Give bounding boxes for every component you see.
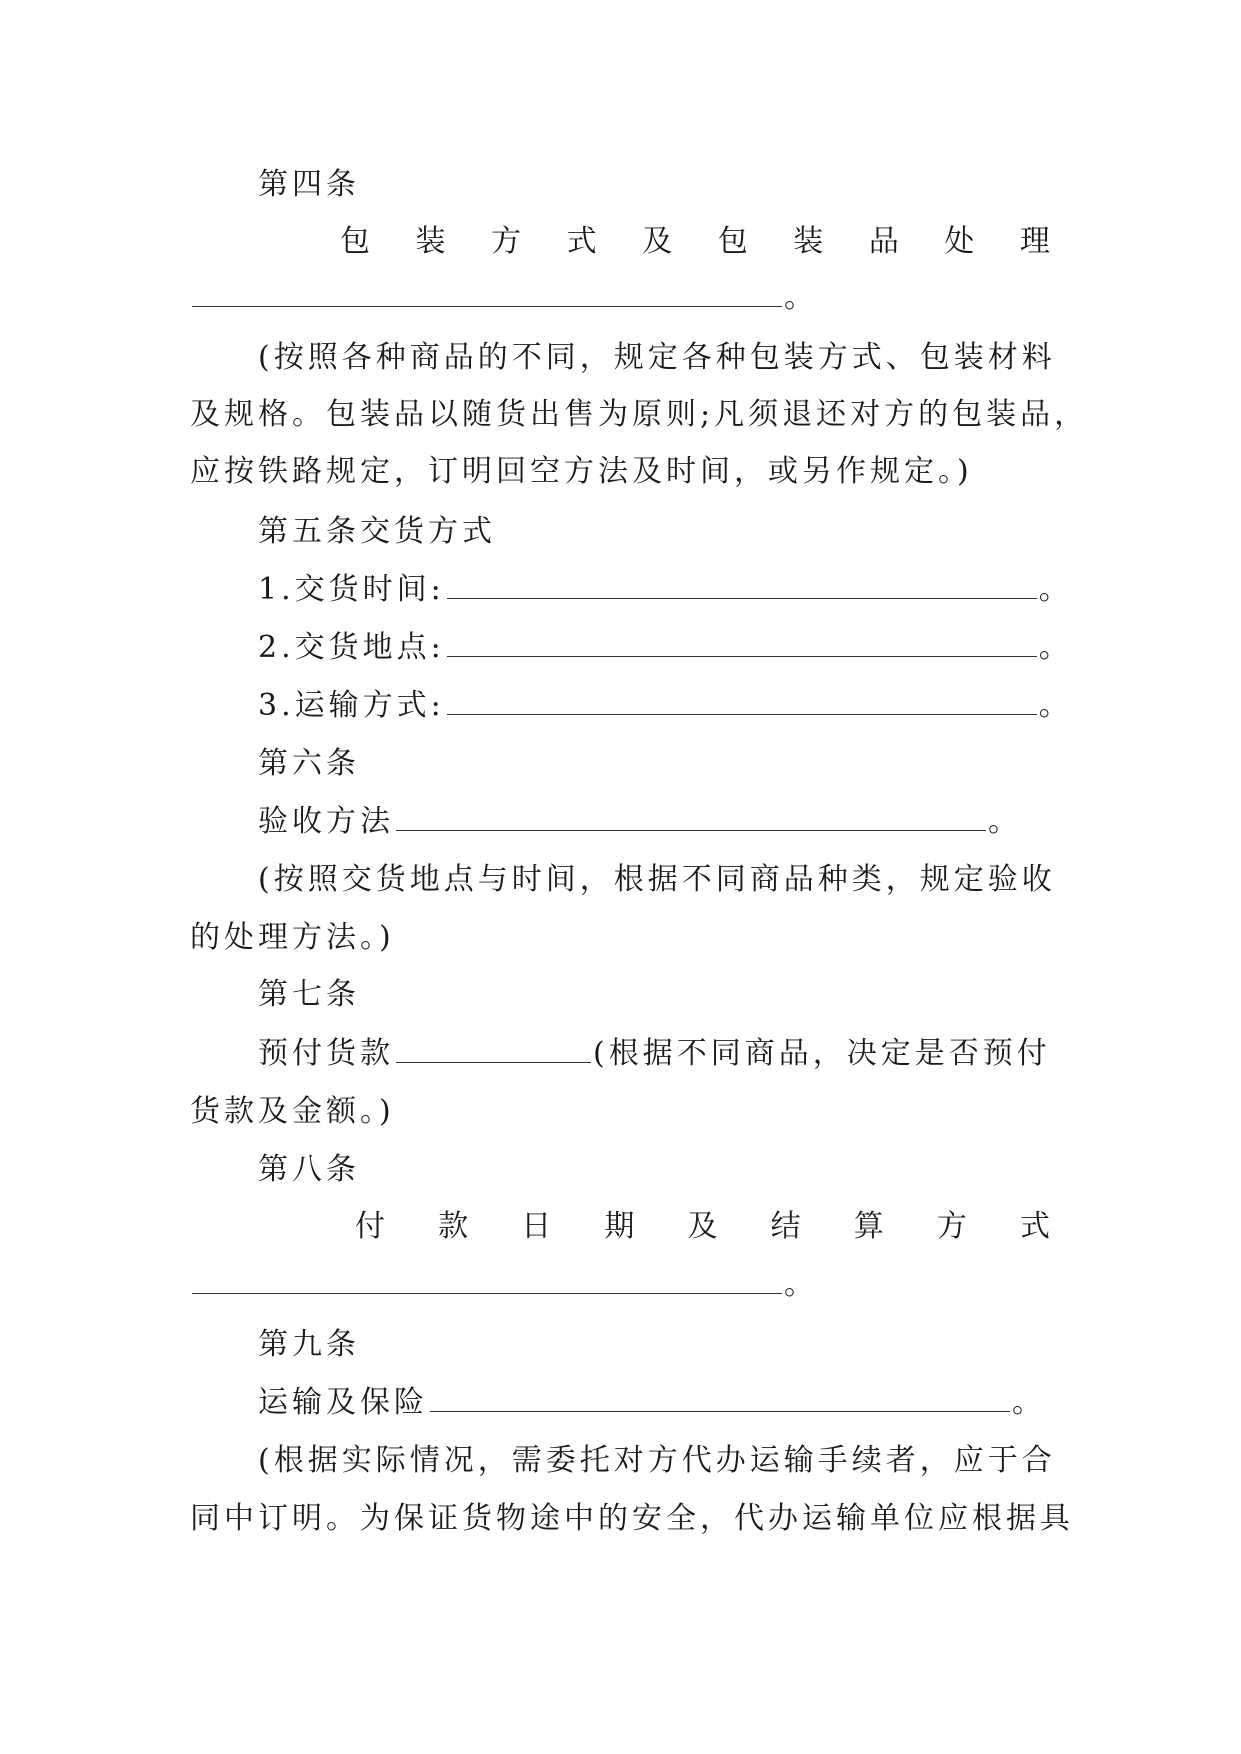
article-7-heading: 第七条 [258, 977, 360, 1012]
article-9-note-line-1: (根据实际情况，需委托对方代办运输手续者，应于合 [258, 1443, 1056, 1478]
period: 。 [1038, 630, 1073, 665]
article-4-note-line-1: (按照各种商品的不同，规定各种包装方式、包装材料 [258, 340, 1056, 375]
item-label: 1.交货时间: [258, 572, 445, 607]
spaced-char: 式 [1020, 1209, 1050, 1244]
prepayment-label: 预付货款 [258, 1036, 394, 1071]
spaced-char: 期 [604, 1209, 635, 1244]
prepayment-note: (根据不同商品，决定是否预付 [593, 1036, 1051, 1071]
period: 。 [1038, 688, 1073, 723]
acceptance-label: 验收方法 [258, 804, 394, 839]
article-8-heading: 第八条 [258, 1152, 360, 1187]
spaced-char: 方 [491, 224, 522, 259]
spaced-char: 式 [566, 224, 597, 259]
fill-in-blank[interactable] [396, 1034, 591, 1063]
article-5-item-1 [258, 570, 1073, 610]
article-7-line-2: 货款及金额。) [190, 1094, 395, 1129]
spaced-char: 及 [687, 1209, 718, 1244]
article-9-heading: 第九条 [258, 1327, 360, 1362]
spaced-char: 处 [944, 224, 975, 259]
spaced-char: 方 [936, 1209, 967, 1244]
article-8-title-spaced [355, 1207, 1050, 1247]
spaced-char: 及 [642, 224, 673, 259]
period: 。 [784, 280, 818, 315]
spaced-char: 算 [853, 1209, 884, 1244]
spaced-char: 日 [521, 1209, 552, 1244]
article-4-title-spaced [340, 222, 1050, 262]
article-5-item-2 [258, 628, 1073, 668]
article-6-heading: 第六条 [258, 746, 360, 781]
fill-in-blank[interactable] [447, 628, 1037, 657]
article-6-note-line-1: (按照交货地点与时间，根据不同商品种类，规定验收 [258, 862, 1056, 897]
fill-in-blank[interactable] [396, 802, 986, 831]
article-5-heading: 第五条交货方式 [258, 514, 496, 549]
article-4-blank-line [190, 278, 818, 318]
spaced-char: 包 [717, 224, 748, 259]
spaced-char: 品 [868, 224, 899, 259]
article-5-item-3 [258, 686, 1073, 726]
spaced-char: 付 [355, 1209, 385, 1244]
fill-in-blank[interactable] [192, 278, 782, 307]
spaced-char: 装 [415, 224, 446, 259]
fill-in-blank[interactable] [192, 1265, 782, 1294]
article-7-prepayment-line [258, 1034, 1051, 1074]
transport-label: 运输及保险 [258, 1385, 428, 1420]
article-4-note-line-2: 及规格。包装品以随货出售为原则;凡须退还对方的包装品， [190, 397, 1089, 432]
article-6-acceptance-line [258, 802, 1022, 842]
article-9-transport-line [258, 1383, 1046, 1423]
article-8-blank-line [190, 1265, 818, 1305]
period: 。 [1012, 1385, 1046, 1420]
article-6-note-line-2: 的处理方法。) [190, 920, 395, 955]
fill-in-blank[interactable] [447, 686, 1037, 715]
article-4-note-line-3: 应按铁路规定，订明回空方法及时间，或另作规定。) [190, 454, 973, 489]
spaced-char: 包 [340, 224, 370, 259]
article-9-note-line-2: 同中订明。为保证货物途中的安全，代办运输单位应根据具 [190, 1501, 1074, 1536]
item-label: 3.运输方式: [258, 688, 445, 723]
period: 。 [784, 1267, 818, 1302]
fill-in-blank[interactable] [447, 570, 1037, 599]
article-4-heading: 第四条 [258, 167, 360, 202]
period: 。 [988, 804, 1022, 839]
fill-in-blank[interactable] [430, 1383, 1010, 1412]
spaced-char: 装 [793, 224, 824, 259]
spaced-char: 理 [1019, 224, 1050, 259]
period: 。 [1038, 572, 1073, 607]
spaced-char: 结 [770, 1209, 801, 1244]
spaced-char: 款 [438, 1209, 469, 1244]
item-label: 2.交货地点: [258, 630, 445, 665]
